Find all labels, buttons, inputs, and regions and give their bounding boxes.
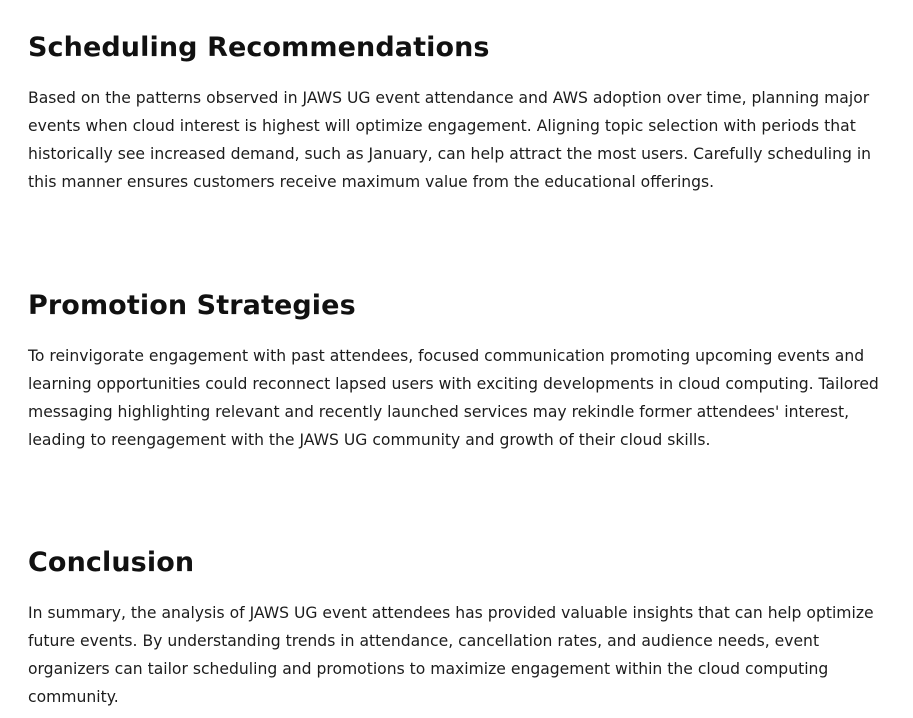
section-paragraph: To reinvigorate engagement with past attendees, focused communication promoting upcoming events and learning opportunities could reconnect lapsed users with exciting developments in cloud computing. Tailored messaging highlighting relevant and recently launched services may rekindle former attendees' interest, leading to reengagement with the JAWS UG community and growth of their cloud skills. [28,347,879,449]
section-heading: Scheduling Recommendations [28,32,490,63]
section-heading: Promotion Strategies [28,290,356,321]
section-paragraph: In summary, the analysis of JAWS UG event attendees has provided valuable insights that can help optimize future events. By understanding trends in attendance, cancellation rates, and audience needs, event organizers can tailor scheduling and promotions to maximize engagement within the cloud computing community. [28,604,874,706]
section-conclusion [28,545,885,711]
section-scheduling-recommendations [28,30,885,196]
section-paragraph: Based on the patterns observed in JAWS UG event attendance and AWS adoption over time, planning major events when cloud interest is highest will optimize engagement. Aligning topic selection with periods that historically see increased demand, such as January, can help attract the most users. Carefully scheduling in this manner ensures customers receive maximum value from the educational offerings. [28,89,872,191]
section-heading: Conclusion [28,547,195,578]
section-promotion-strategies [28,288,885,454]
